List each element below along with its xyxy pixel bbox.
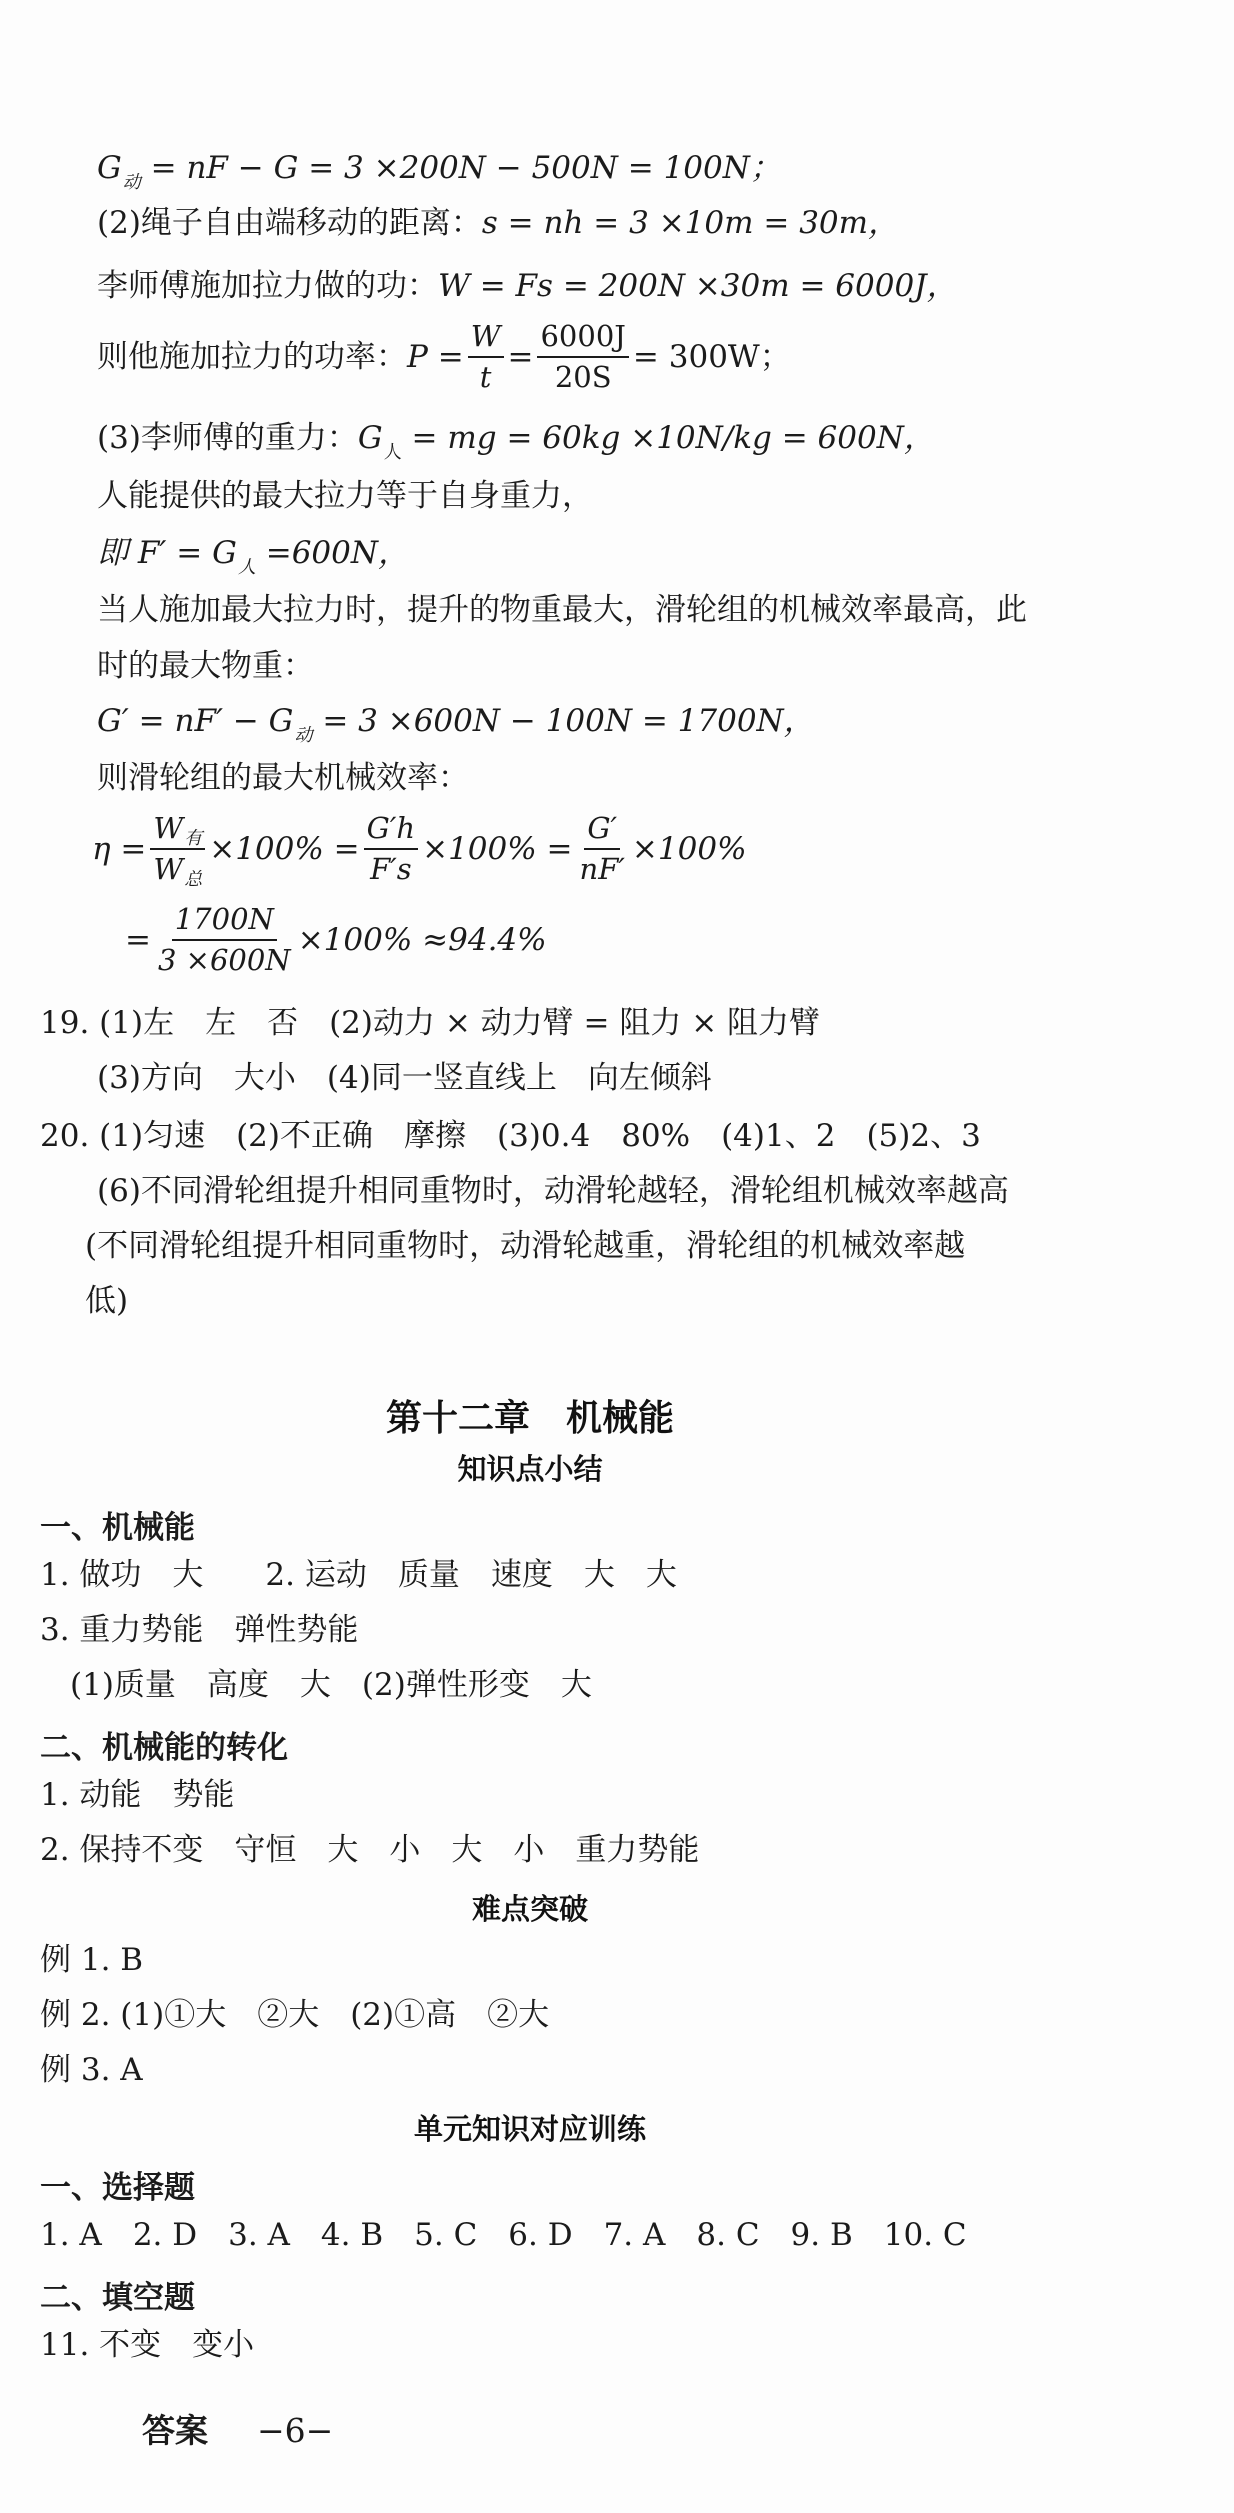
section-heading-multiple-choice: 一、选择题 bbox=[40, 2170, 195, 2206]
answer-20-line-1: 20. (1)匀速 (2)不正确 摩擦 (3)0.4 80% (4)1、2 (5)2、3 bbox=[40, 1118, 981, 1154]
answer-20-line-4: 低) bbox=[85, 1283, 129, 1319]
solution-line-when: 当人施加最大拉力时，提升的物重最大，滑轮组的机械效率最高，此 bbox=[97, 592, 1027, 628]
answer-20-line-2: (6)不同滑轮组提升相同重物时，动滑轮越轻，滑轮组机械效率越高 bbox=[97, 1173, 1009, 1209]
solution-line-eta2: = $\frac{1700N}{3 \times 600N}$ ×100% ≈94.4% bbox=[125, 902, 547, 978]
section-heading-energy-conversion: 二、机械能的转化 bbox=[40, 1730, 288, 1766]
solution-line-p3: (3)李师傅的重力：$G_人$ = mg = 60kg ×10N/kg = 600N， bbox=[97, 420, 935, 463]
solution-line-eta: η = $\frac{W_有}{W_总}$ ×100% = $\frac{G'h}{F's}$ ×100% = $\frac{G'}{nF'}$ ×100% bbox=[92, 811, 747, 891]
knowledge-line-4: 1. 动能 势能 bbox=[40, 1777, 235, 1813]
solution-line-max-pull: 人能提供的最大拉力等于自身重力， bbox=[97, 478, 593, 514]
solution-line-power: 则他施加拉力的功率： P = $\frac{W}{t}$ = $\frac{6000J}{20S}$ = 300W； bbox=[97, 319, 791, 395]
eta-fraction-2: $\frac{G'h}{F's}$ bbox=[364, 812, 418, 887]
eta2-fraction: $\frac{1700N}{3 \times 600N}$ bbox=[157, 902, 291, 978]
knowledge-line-3: (1)质量 高度 大 (2)弹性形变 大 bbox=[70, 1667, 592, 1703]
knowledge-line-1: 1. 做功 大 2. 运动 质量 速度 大 大 bbox=[40, 1557, 677, 1593]
answer-19-line-2: (3)方向 大小 (4)同一竖直线上 向左倾斜 bbox=[97, 1060, 712, 1096]
solution-line-time: 时的最大物重： bbox=[97, 648, 314, 684]
example-3: 例 3. A bbox=[40, 2052, 143, 2088]
solution-line-p2: (2)绳子自由端移动的距离：s = nh = 3 ×10m = 30m， bbox=[97, 205, 900, 241]
example-2: 例 2. (1)①大 ②大 (2)①高 ②大 bbox=[40, 1997, 550, 2033]
knowledge-line-5: 2. 保持不变 守恒 大 小 大 小 重力势能 bbox=[40, 1832, 700, 1868]
example-1: 例 1. B bbox=[40, 1942, 144, 1978]
power-fraction-2: $\frac{6000J}{20S}$ bbox=[537, 320, 628, 395]
answer-19-line-1: 19. (1)左 左 否 (2)动力 × 动力臂 = 阻力 × 阻力臂 bbox=[40, 1005, 821, 1041]
answer-20-line-3: (不同滑轮组提升相同重物时，动滑轮越重，滑轮组的机械效率越 bbox=[85, 1228, 966, 1264]
solution-line-eff-intro: 则滑轮组的最大机械效率： bbox=[97, 760, 469, 796]
solution-line-ji: 即 $F' = G_人 =600N$， bbox=[97, 535, 409, 578]
choice-answers: 1. A 2. D 3. A 4. B 5. C 6. D 7. A 8. C 9. B 10. C bbox=[40, 2217, 967, 2253]
difficulty-title: 难点突破 bbox=[471, 1892, 588, 1926]
eta-fraction-1: $\frac{W_有}{W_总}$ bbox=[150, 812, 205, 887]
section-heading-mechanical-energy: 一、机械能 bbox=[40, 1510, 195, 1546]
chapter-title: 第十二章 机械能 bbox=[385, 1398, 674, 1439]
knowledge-line-2: 3. 重力势能 弹性势能 bbox=[40, 1612, 359, 1648]
solution-line-g-prime: $G' = nF' - G_动 = 3 \times 600N - 100N = 1700N$， bbox=[97, 703, 815, 746]
fill-answer-11: 11. 不变 变小 bbox=[40, 2327, 255, 2363]
solution-line-work: 李师傅施加拉力做的功：W = Fs = 200N ×30m = 6000J， bbox=[97, 268, 958, 304]
page-number: −6− bbox=[257, 2411, 334, 2450]
page-footer bbox=[142, 2405, 333, 2452]
power-fraction-1: $\frac{W}{t}$ bbox=[468, 320, 504, 395]
footer-label: 答案 bbox=[142, 2411, 208, 2450]
unit-training-title: 单元知识对应训练 bbox=[413, 2112, 646, 2146]
section-heading-fill-blank: 二、填空题 bbox=[40, 2280, 195, 2316]
knowledge-summary-title: 知识点小结 bbox=[457, 1452, 603, 1486]
eta-fraction-3: $\frac{G'}{nF'}$ bbox=[579, 811, 625, 887]
solution-line-g-dong: $G_动$ = nF − G = 3 ×200N − 500N = 100N； bbox=[97, 150, 781, 193]
